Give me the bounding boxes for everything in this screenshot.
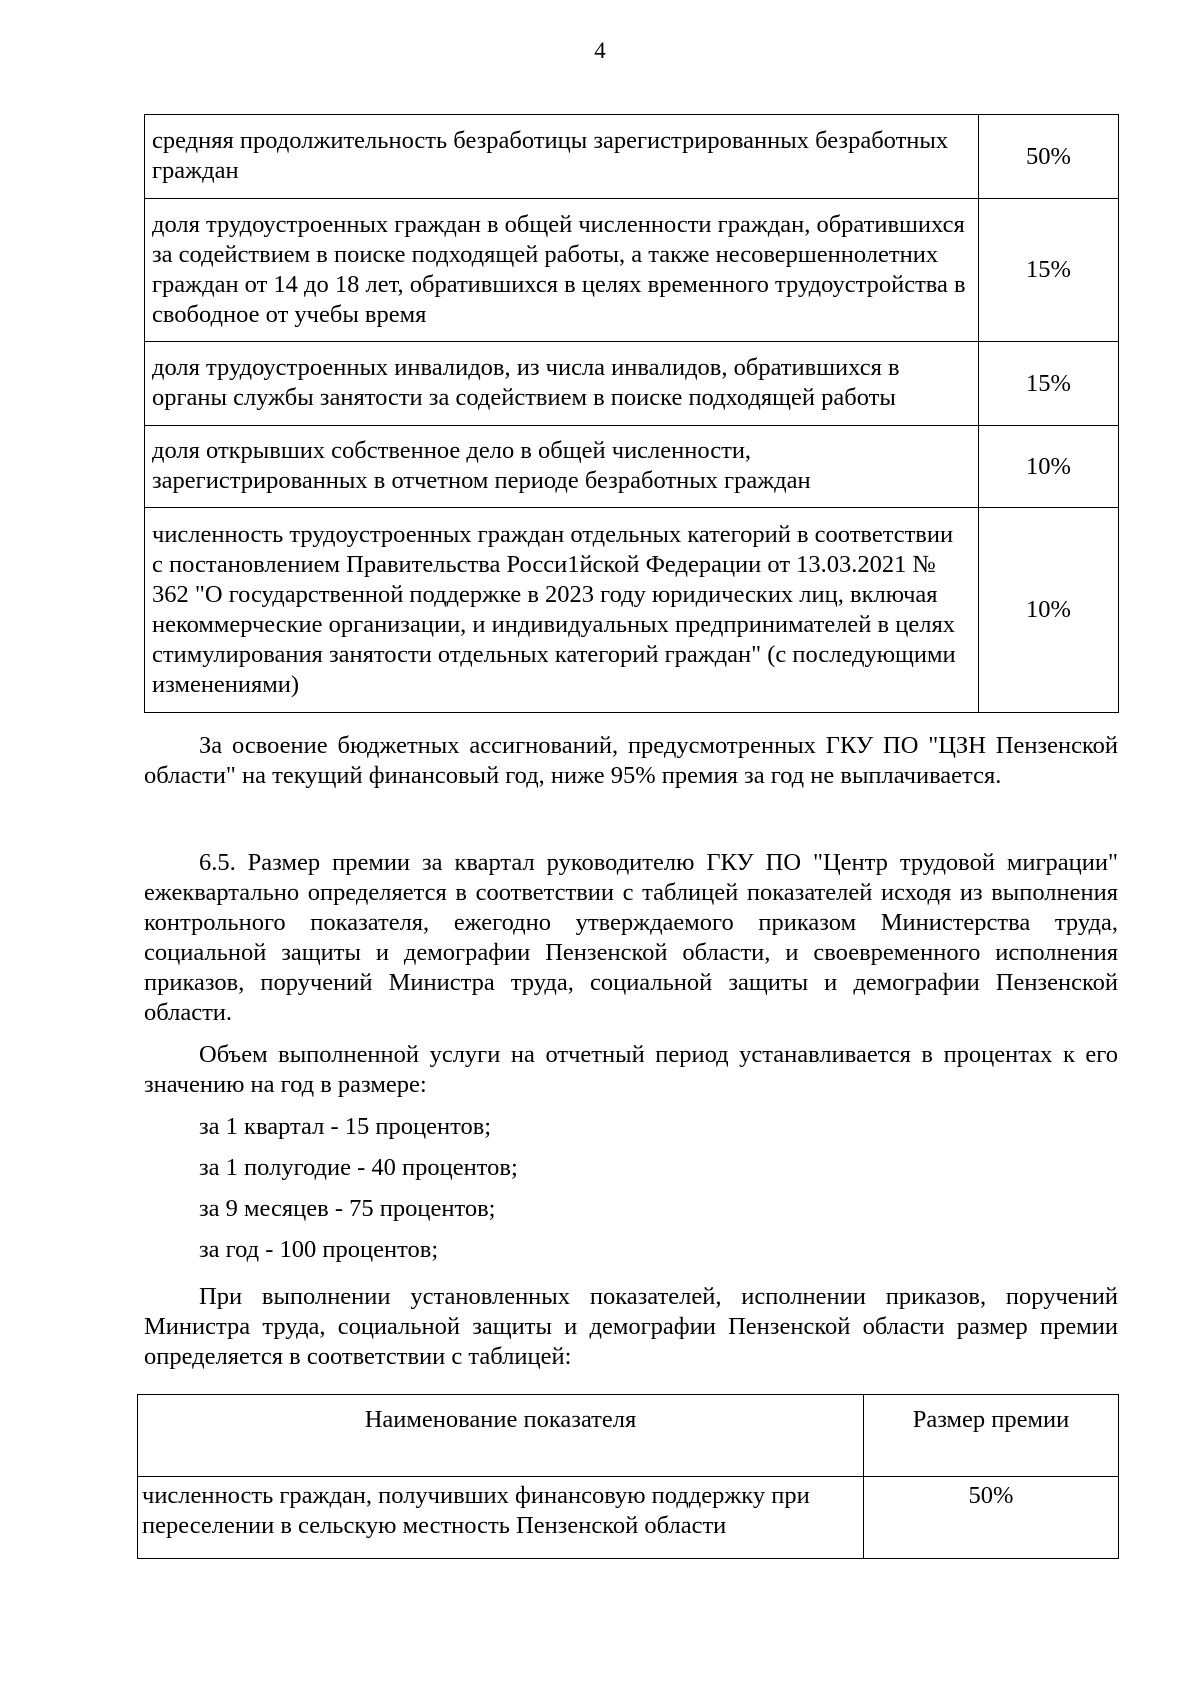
paragraph-budget: За освоение бюджетных ассигнований, предусмотренных ГКУ ПО "ЦЗН Пензенской области" на текущий финансовый год, ниже 95% премия за год не выплачивается.	[144, 732, 1118, 789]
indicator-label: доля открывших собственное дело в общей численности, зарегистрированных в отчетном периоде безработных граждан	[145, 426, 979, 508]
table-row	[138, 1477, 1119, 1559]
indicator-label: численность граждан, получивших финансовую поддержку при переселении в сельскую местность Пензенской области	[138, 1477, 864, 1559]
indicator-value: 10%	[979, 426, 1119, 508]
list-item: за 1 квартал - 15 процентов;	[199, 1113, 492, 1140]
indicator-label: средняя продолжительность безработицы зарегистрированных безработных граждан	[145, 115, 979, 199]
list-item: за 1 полугодие - 40 процентов;	[199, 1154, 518, 1181]
table-row	[145, 342, 1119, 426]
indicator-label: доля трудоустроенных инвалидов, из числа инвалидов, обратившихся в органы службы занятости за содействием в поиске подходящей работы	[145, 342, 979, 426]
indicator-value: 50%	[979, 115, 1119, 199]
indicator-value: 50%	[864, 1477, 1119, 1559]
indicator-value: 15%	[979, 199, 1119, 342]
list-item: за год - 100 процентов;	[199, 1236, 439, 1263]
table-row	[145, 115, 1119, 199]
table-row	[145, 426, 1119, 508]
indicators-table	[144, 114, 1119, 713]
paragraph-6-5: 6.5. Размер премии за квартал руководителю ГКУ ПО "Центр трудовой миграции" ежеквартально определяется в соответствии с таблицей показателей исходя из выполнения контрольного показателя, ежегодно утверждаемого приказом Министерства труда, социальной защиты и демографии Пензенской области, и своевременного исполнения приказов, поручений Министра труда, социальной защиты и демографии Пензенской области.	[144, 849, 1118, 1026]
indicator-value: 15%	[979, 342, 1119, 426]
indicator-label: численность трудоустроенных граждан отдельных категорий в соответствии с постановлением Правительства Росси1йской Федерации от 13.03.2021 № 362 "О государственной поддержке в 2023 году юридических лиц, включая некоммерческие организации, и индивидуальных предпринимателей в целях стимулирования занятости отдельных категорий граждан" (с последующими изменениями)	[145, 508, 979, 713]
indicator-label: доля трудоустроенных граждан в общей численности граждан, обратившихся за содействием в поиске подходящей работы, а также несовершеннолетних граждан от 14 до 18 лет, обратившихся в целях временного трудоустройства в свободное от учебы время	[145, 199, 979, 342]
column-header-name: Наименование показателя	[138, 1395, 864, 1477]
premium-table	[137, 1394, 1119, 1559]
page-number: 4	[594, 38, 606, 63]
column-header-premium: Размер премии	[864, 1395, 1119, 1477]
paragraph-volume: Объем выполненной услуги на отчетный период устанавливается в процентах к его значению на год в размере:	[144, 1041, 1118, 1098]
table-row	[145, 508, 1119, 713]
list-item: за 9 месяцев - 75 процентов;	[199, 1195, 496, 1222]
indicator-value: 10%	[979, 508, 1119, 713]
table-header-row	[138, 1395, 1119, 1477]
table-row	[145, 199, 1119, 342]
paragraph-premium: При выполнении установленных показателей, исполнении приказов, поручений Министра труда, социальной защиты и демографии Пензенской области размер премии определяется в соответствии с таблицей:	[144, 1283, 1118, 1370]
